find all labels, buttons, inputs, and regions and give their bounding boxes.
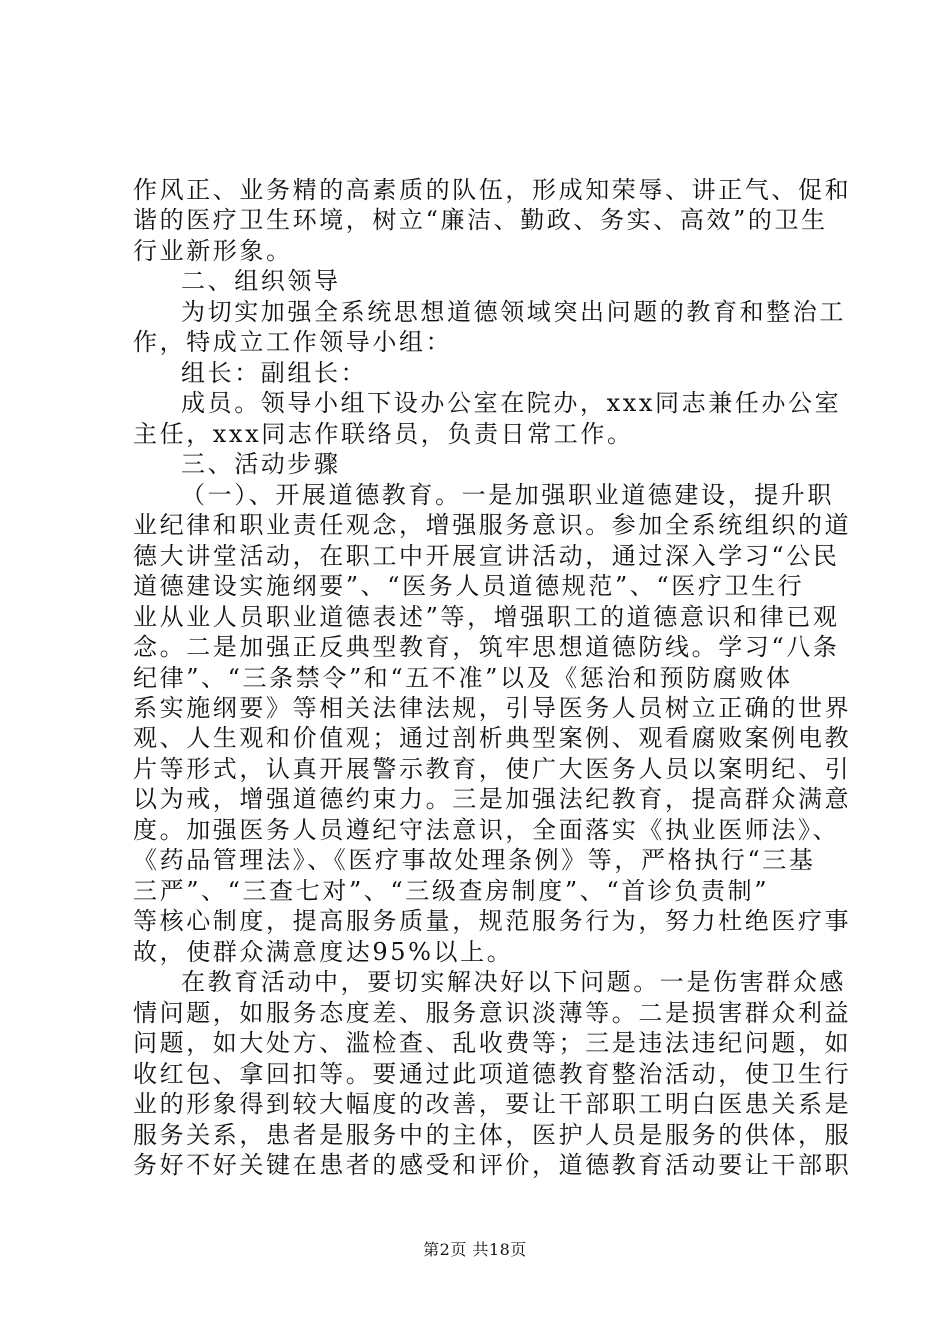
page-number-footer: 第2页 共18页 xyxy=(423,1240,527,1259)
paragraph-line: 以为戒，增强道德约束力。三是加强法纪教育，提高群众满意 xyxy=(133,785,852,813)
paragraph-line: 问题，如大处方、滥检查、乱收费等；三是违法违纪问题，如 xyxy=(133,1029,852,1057)
paragraph-line: 《药品管理法》、《医疗事故处理条例》等，严格执行“三基 xyxy=(133,846,816,874)
paragraph-line: 服务关系，患者是服务中的主体，医护人员是服务的供体，服 xyxy=(133,1121,852,1149)
paragraph-line: 度。加强医务人员遵纪守法意识，全面落实《执业医师法》、 xyxy=(133,816,840,844)
paragraph-line: （一）、开展道德教育。一是加强职业道德建设，提升职 xyxy=(181,481,834,509)
paragraph-line: 系实施纲要》等相关法律法规，引导医务人员树立正确的世界 xyxy=(133,694,852,722)
paragraph-line: 主任，xxx同志作联络员，负责日常工作。 xyxy=(133,420,634,448)
section-heading: 二、组织领导 xyxy=(181,267,341,295)
paragraph-line: 观、人生观和价值观；通过剖析典型案例、观看腐败案例电教 xyxy=(133,724,852,752)
paragraph-line: 念。二是加强正反典型教育，筑牢思想道德防线。学习“八条 xyxy=(133,633,840,661)
paragraph-line: 作风正、业务精的高素质的队伍，形成知荣辱、讲正气、促和 xyxy=(133,176,852,204)
paragraph-line: 情问题，如服务态度差、服务意识淡薄等。二是损害群众利益 xyxy=(133,999,852,1027)
section-heading: 三、活动步骤 xyxy=(181,450,341,478)
paragraph-line: 务好不好关键在患者的感受和评价，道德教育活动要让干部职 xyxy=(133,1151,852,1179)
paragraph-line: 谐的医疗卫生环境，树立“廉洁、勤政、务实、高效”的卫生 xyxy=(133,206,828,234)
paragraph-line: 作，特成立工作领导小组： xyxy=(133,328,453,356)
paragraph-line: 故，使群众满意度达95%以上。 xyxy=(133,938,514,966)
paragraph-line: 为切实加强全系统思想道德领域突出问题的教育和整治工 xyxy=(181,298,846,326)
paragraph-line: 成员。领导小组下设办公室在院办，xxx同志兼任办公室 xyxy=(181,389,842,417)
paragraph-line: 收红包、拿回扣等。要通过此项道德教育整治活动，使卫生行 xyxy=(133,1060,852,1088)
paragraph-line: 纪律”、“三条禁令”和“五不准”以及《惩治和预防腐败体 xyxy=(133,664,793,692)
paragraph-line: 道德建设实施纲要”、“医务人员道德规范”、“医疗卫生行 xyxy=(133,572,805,600)
paragraph-line: 业从业人员职业道德表述”等，增强职工的道德意识和律已观 xyxy=(133,603,840,631)
paragraph-line: 业的形象得到较大幅度的改善，要让干部职工明白医患关系是 xyxy=(133,1090,852,1118)
paragraph-line: 片等形式，认真开展警示教育，使广大医务人员以案明纪、引 xyxy=(133,755,852,783)
paragraph-line: 在教育活动中，要切实解决好以下问题。一是伤害群众感 xyxy=(181,968,846,996)
paragraph-line: 行业新形象。 xyxy=(133,237,293,265)
paragraph-line: 三严”、“三查七对”、“三级查房制度”、“首诊负责制” xyxy=(133,877,770,905)
paragraph-line: 业纪律和职业责任观念，增强服务意识。参加全系统组织的道 xyxy=(133,511,852,539)
paragraph-line: 等核心制度，提高服务质量，规范服务行为，努力杜绝医疗事 xyxy=(133,907,852,935)
paragraph-line: 组长：副组长： xyxy=(181,359,368,387)
paragraph-line: 德大讲堂活动，在职工中开展宣讲活动，通过深入学习“公民 xyxy=(133,542,840,570)
